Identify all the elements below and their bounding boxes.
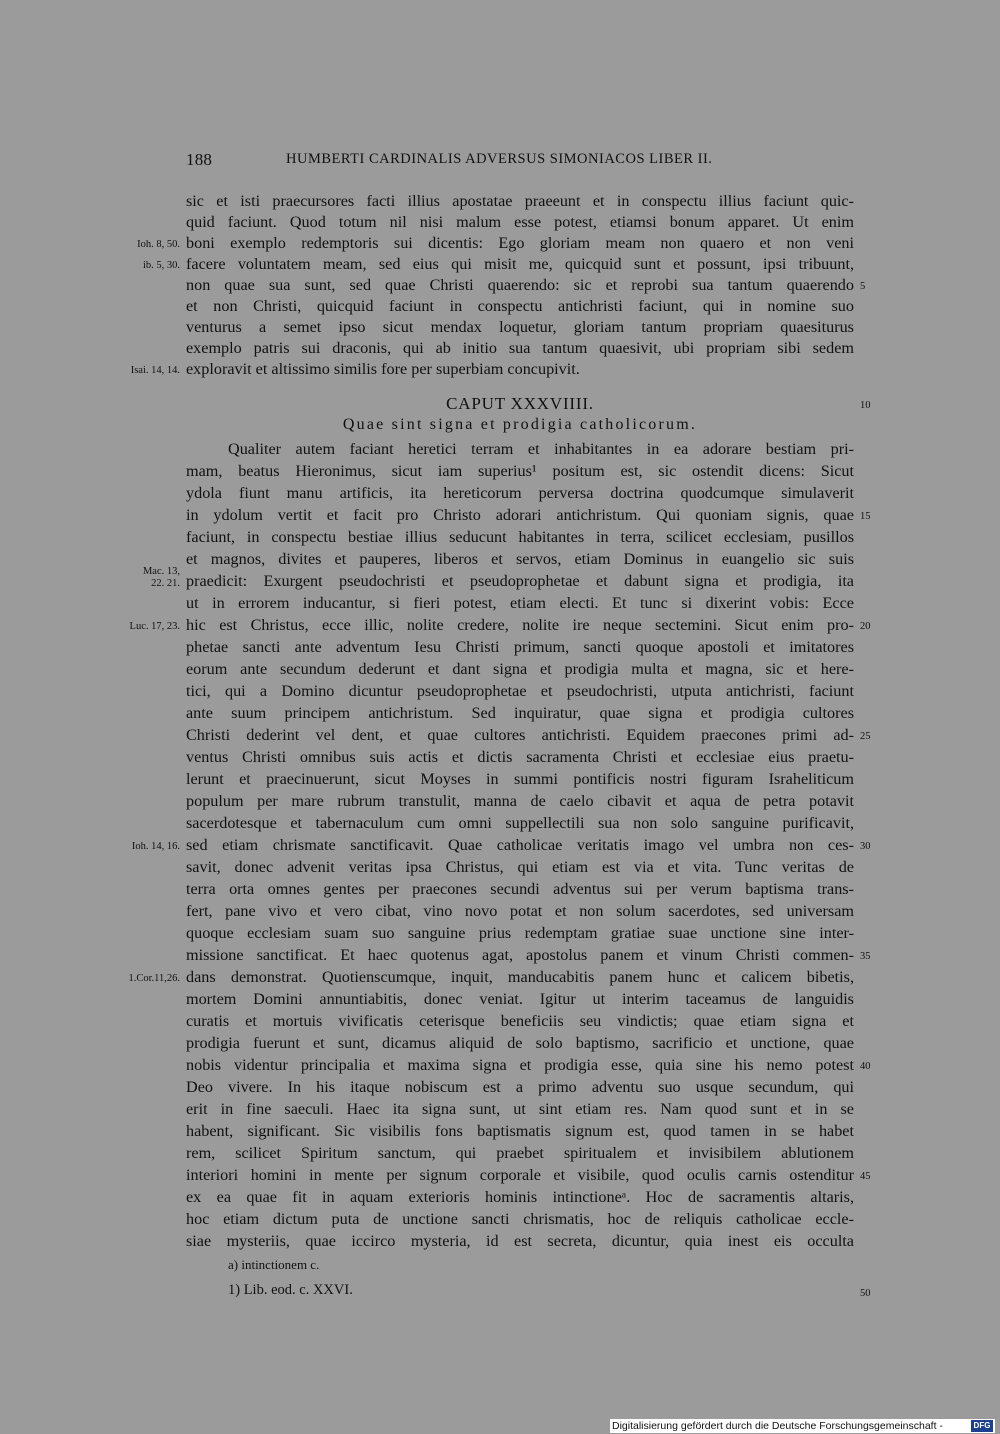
line-number: 15 xyxy=(860,511,871,522)
text-line: savit, donec advenit veritas ipsa Christus, qui etiam est via et vita. Tunc veritas de xyxy=(186,858,854,876)
text-line: ut in errorem inducantur, si fieri potest, etiam electi. Et tunc si dixerint vobis: Ecce xyxy=(186,594,854,612)
text-line: faciunt, in conspectu bestiae illius seducunt habitantes in terra, scilicet ecclesiam, pusillos xyxy=(186,528,854,546)
text-line: et non Christi, quicquid faciunt in conspectu antichristi faciunt, qui in nomine suo xyxy=(186,297,854,315)
text-line: rem, scilicet Spiritum sanctum, qui praebet spiritualem et invisibilem ablutionem xyxy=(186,1144,854,1162)
text-line: siae mysteriis, quae iccirco mysteria, id est secreta, dicuntur, quia inest eis occulta xyxy=(186,1232,854,1250)
chapter-subtitle: Quae sint signa et prodigia catholicorum. xyxy=(342,416,698,433)
text-line: nobis videntur principalia et maxima signa et prodigia esse, quia sine his nemo potest xyxy=(186,1056,854,1074)
line-number: 25 xyxy=(860,731,871,742)
margin-reference: Ioh. 14, 16. xyxy=(131,841,180,852)
text-line: hic est Christus, ecce illic, nolite credere, nolite ire neque sectemini. Sicut enim pro- xyxy=(186,616,854,634)
text-line: non quae sua sunt, sed quae Christi quaerendo: sic et reprobi sua tantum quaerendo xyxy=(186,276,854,294)
dfg-logo-icon: DFG xyxy=(971,1420,993,1432)
line-number: 40 xyxy=(860,1061,871,1072)
text-line: ventus Christi omnibus suis actis et dictis sacramenta Christi et ecclesiae eius praetu- xyxy=(186,748,854,766)
text-line: Deo vivere. In his itaque nobiscum est a primo adventu suo usque secundum, qui xyxy=(186,1078,854,1096)
running-title: HUMBERTI CARDINALIS ADVERSUS SIMONIACOS LIBER II. xyxy=(286,151,713,167)
text-line: mortem Domini annuntiabitis, donec veniat. Igitur ut interim taceamus de languidis xyxy=(186,990,854,1008)
line-number: 20 xyxy=(860,621,871,632)
text-line: hoc etiam dictum puta de unctione sancti chrismatis, hoc de reliquis catholicae eccle- xyxy=(186,1210,854,1228)
line-number: 50 xyxy=(860,1288,871,1299)
margin-reference: Luc. 17, 23. xyxy=(129,621,180,632)
line-number: 45 xyxy=(860,1171,871,1182)
text-line: lerunt et praecinuerunt, sicut Moyses in summi pontificis nostri figuram Israheliticum xyxy=(186,770,854,788)
text-line: tici, qui a Domino dicuntur pseudoprophetae et pseudochristi, utputa antichristi, faciunt xyxy=(186,682,854,700)
text-line: mam, beatus Hieronimus, sicut iam superius¹ positum est, sic ostendit dicens: Sicut xyxy=(186,462,854,480)
line-number: 30 xyxy=(860,841,871,852)
digitization-credit xyxy=(610,1419,995,1433)
text-line: populum per mare rubrum transtulit, manna de caelo cibavit et aqua de petra potavit xyxy=(186,792,854,810)
text-line: praedicit: Exurgent pseudochristi et pseudoprophetae et dabunt signa et prodigia, ita xyxy=(186,572,854,590)
text-line: sed etiam chrismate sanctificavit. Quae catholicae veritatis imago vel umbra non ces- xyxy=(186,836,854,854)
text-line: ydola fiunt manu artificis, ita hereticorum perversa doctrina quodcumque simulaverit xyxy=(186,484,854,502)
line-number: 5 xyxy=(860,281,866,292)
text-line: prodigia fuerunt et sunt, dicamus aliquid de solo baptismo, sacrificio et unctione, quae xyxy=(186,1034,854,1052)
margin-reference: Mac. 13, xyxy=(142,566,180,577)
text-line: erit in fine saeculi. Haec ita signa sunt, ut sint etiam res. Nam quod sunt et in se xyxy=(186,1100,854,1118)
text-line: ante suum principem antichristum. Sed inquiratur, quae signa et prodigia cultores xyxy=(186,704,854,722)
line-number: 10 xyxy=(860,400,871,411)
credit-text: Digitalisierung gefördert durch die Deutsche Forschungsgemeinschaft - xyxy=(612,1420,943,1432)
page-number: 188 xyxy=(186,150,213,169)
text-line: missione sanctificat. Et haec quotenus agat, apostolus panem et vinum Christi commen- xyxy=(186,946,854,964)
text-line: et magnos, divites et pauperes, liberos et servos, etiam Dominus in euangelio sic suis xyxy=(186,550,854,568)
text-line: sic et isti praecursores facti illius apostatae praeeunt et in conspectu illius faciunt quic- xyxy=(186,192,854,210)
text-line: curatis et mortuis vivificatis ceterisque beneficiis seu vindictis; quae etiam signa et xyxy=(186,1012,854,1030)
text-line: exemplo patris sui draconis, qui ab initio sua tantum quaesivit, ubi propriam sibi sedem xyxy=(186,339,854,357)
footnote-1: 1) Lib. eod. c. XXVI. xyxy=(228,1282,353,1298)
text-line: Christi dederint vel dent, et quae cultores antichristi. Equidem praecones primi ad- xyxy=(186,726,854,744)
text-line: terra orta omnes gentes per praecones secundi adventus sui per verum baptisma trans- xyxy=(186,880,854,898)
text-line: quoque ecclesiam suam suo sanguine prius redemptam gratiae suae unctione sine inter- xyxy=(186,924,854,942)
text-line: exploravit et altissimo similis fore per superbiam concupivit. xyxy=(186,360,580,378)
text-line: quid faciunt. Quod totum nil nisi malum esse potest, etiamsi bonum apparet. Ut enim xyxy=(186,213,854,231)
text-line: in ydolum vertit et facit pro Christo adorari antichristum. Qui quoniam signis, quae xyxy=(186,506,854,524)
text-line: fert, pane vivo et vero cibat, vino novo potat et non solum sacerdotes, sed universam xyxy=(186,902,854,920)
page-header xyxy=(186,150,854,172)
chapter-heading: CAPUT XXXVIIII. xyxy=(446,394,594,413)
margin-reference: 1.Cor.11,26. xyxy=(128,973,180,984)
text-line: eorum ante secundum dederunt et dant signa et prodigia multa et magna, sic et here- xyxy=(186,660,854,678)
text-line: dans demonstrat. Quotienscumque, inquit, manducabitis panem hunc et calicem bibetis, xyxy=(186,968,854,986)
text-line: venturus a semet ipso sicut mendax loquetur, gloriam tantum propriam quaesiturus xyxy=(186,318,854,336)
text-line: sacerdotesque et tabernaculum cum omni suppellectili sua non solo sanguine purificavit, xyxy=(186,814,854,832)
margin-reference: 22. 21. xyxy=(151,578,180,589)
text-line: phetae sancti ante adventum Iesu Christi primum, sancti quoque apostoli et imitatores xyxy=(186,638,854,656)
margin-reference: Isai. 14, 14. xyxy=(130,365,180,376)
text-line: ex ea quae fit in aquam exterioris hominis intinctioneᵃ. Hoc de sacramentis altaris, xyxy=(186,1188,854,1206)
margin-reference: Ioh. 8, 50. xyxy=(137,239,180,250)
text-line: Qualiter autem faciant heretici terram et inhabitantes in ea adorare bestiam pri- xyxy=(228,440,854,458)
line-number: 35 xyxy=(860,951,871,962)
margin-reference: ib. 5, 30. xyxy=(142,260,180,271)
footnote-a: a) intinctionem c. xyxy=(228,1257,320,1272)
text-line: boni exemplo redemptoris sui dicentis: Ego gloriam meam non quaero et non veni xyxy=(186,234,854,252)
text-line: facere voluntatem meam, sed eius qui misit me, quicquid sunt et possunt, ipsi tribuunt, xyxy=(186,255,854,273)
text-line: interiori homini in mente per signum corporale et visibile, quod oculis carnis ostenditur xyxy=(186,1166,854,1184)
text-line: habent, significant. Sic visibilis fons baptismatis signum est, quod tamen in se habet xyxy=(186,1122,854,1140)
